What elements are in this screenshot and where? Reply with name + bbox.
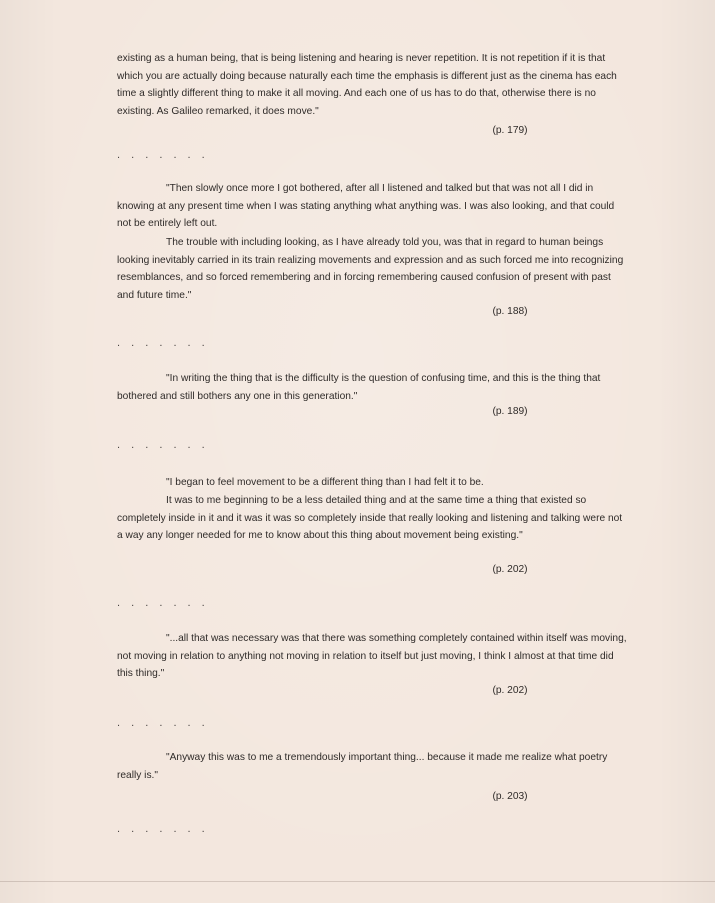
quote-paragraph: "I began to feel movement to be a different thing than I had felt it to be. — [166, 477, 484, 488]
quote-paragraph: "Then slowly once more I got bothered, after all I listened and talked but that was not all I did in knowing at any present time when I was stating anything what anything was. I was also looking, and that could not be entirely left out. — [117, 183, 615, 230]
ellipsis-separator: . . . . . . . — [117, 439, 209, 451]
ellipsis-separator: . . . . . . . — [117, 597, 209, 609]
quote-paragraph: It was to me beginning to be a less detailed thing and at the same time a thing that existed so completely inside in it and it was it was so completely inside that really looking and listening and talking were not a way any longer needed for me to know about this thing about movement being existing." — [117, 495, 623, 542]
page-reference: (p. 189) — [492, 406, 528, 417]
page-reference: (p. 188) — [492, 306, 528, 317]
intro-paragraph: existing as a human being, that is being listening and hearing is never repetition. It is not repetition if it is that which you are actually doing because naturally each time the emphasis is different just as the cinema has each time a slightly different thing to make it all moving. And each one of us has to do that, otherwise there is no existing. As Galileo remarked, it does move." — [117, 53, 617, 117]
page-reference: (p. 202) — [492, 564, 528, 575]
page-reference: (p. 202) — [492, 685, 528, 696]
quote-paragraph: "In writing the thing that is the difficulty is the question of confusing time, and this is the thing that bothered and still bothers any one in this generation." — [117, 373, 601, 402]
quote-paragraph: "...all that was necessary was that there was something completely contained within itself was moving, not moving in relation to anything not moving in relation to itself but just moving, I think I almost at that time did this thing." — [117, 633, 627, 680]
ellipsis-separator: . . . . . . . — [117, 149, 209, 161]
page-bottom-edge — [0, 881, 715, 882]
ellipsis-separator: . . . . . . . — [117, 337, 209, 349]
quote-paragraph: The trouble with including looking, as I have already told you, was that in regard to human beings looking inevitably carried in its train realizing movements and expression and as such forced me into recognizing resemblances, and so forced remembering and in forcing remembering caused confusion of present with past and future time." — [117, 237, 624, 301]
quote-paragraph: "Anyway this was to me a tremendously important thing... because it made me realize what poetry really is." — [117, 752, 608, 781]
ellipsis-separator: . . . . . . . — [117, 823, 209, 835]
page-reference: (p. 179) — [492, 125, 528, 136]
page-reference: (p. 203) — [492, 791, 528, 802]
ellipsis-separator: . . . . . . . — [117, 717, 209, 729]
